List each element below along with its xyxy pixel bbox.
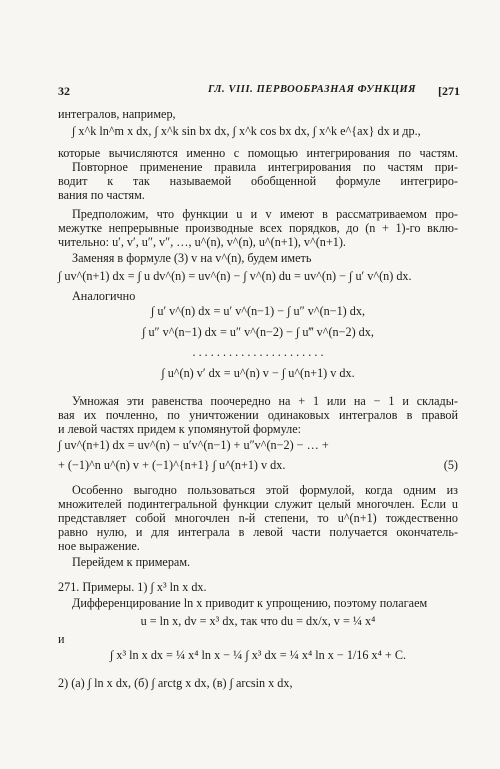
text-line: равно нулю, и для интеграла в левой части получается окончатель- <box>58 525 458 539</box>
text-line: . . . . . . . . . . . . . . . . . . . . . . <box>192 345 324 359</box>
text-line: ∫ u′ v^(n) dx = u′ v^(n−1) − ∫ u″ v^(n−1) dx, <box>150 304 366 318</box>
text-line: вая их почленно, по уничтожении одинаковых интегралов в правой <box>58 408 458 422</box>
text-line: интегралов, например, <box>58 107 176 121</box>
text-line: вания по частям. <box>58 188 145 202</box>
text-line: которые вычисляются именно с помощью интегрирования по частям. <box>58 146 458 160</box>
text-line: представляет собой многочлен n-й степени, то u^(n+1) тождественно <box>58 511 458 525</box>
text-line: 2) (а) ∫ ln x dx, (б) ∫ arctg x dx, (в) ∫ arcsin x dx, <box>58 676 293 690</box>
text-line: Умножая эти равенства поочередно на + 1 или на − 1 и склады- <box>72 394 458 408</box>
page-number: 32 <box>58 84 70 98</box>
text-line: межутке непрерывные производные всех порядков, до (n + 1)-го вклю- <box>58 221 458 235</box>
text-line: ∫ uv^(n+1) dx = ∫ u dv^(n) = uv^(n) − ∫ v^(n) du = uv^(n) − ∫ u′ v^(n) dx. <box>58 269 412 283</box>
text-line: ∫ uv^(n+1) dx = uv^(n) − u′v^(n−1) + u″v^(n−2) − … + <box>58 438 329 452</box>
text-line: ное выражение. <box>58 539 140 553</box>
text-line: водит к так называемой обобщенной формуле интегриро- <box>58 174 458 188</box>
text-line: Повторное применение правила интегрирования по частям при- <box>72 160 458 174</box>
equation-number: (5) <box>443 458 458 472</box>
text-line: Дифференцирование ln x приводит к упрощению, поэтому полагаем <box>72 596 428 610</box>
text-line: Перейдем к примерам. <box>72 555 191 569</box>
text-line: ∫ x³ ln x dx = ¼ x⁴ ln x − ¼ ∫ x³ dx = ¼ x⁴ ln x − 1/16 x⁴ + C. <box>109 648 407 662</box>
text-line: 271. Примеры. 1) ∫ x³ ln x dx. <box>58 580 207 594</box>
chapter-title: ГЛ. VIII. ПЕРВООБРАЗНАЯ ФУНКЦИЯ <box>208 84 417 95</box>
text-line: чительно: u′, v′, u″, v″, …, u^(n), v^(n), u^(n+1), v^(n+1). <box>58 235 346 249</box>
section-number: [271 <box>438 84 460 98</box>
running-header <box>58 84 460 100</box>
text-line: Особенно выгодно пользоваться этой формулой, когда одним из <box>72 483 458 497</box>
text-line: Аналогично <box>72 289 136 303</box>
text-line: ∫ u^(n) v′ dx = u^(n) v − ∫ u^(n+1) v dx. <box>161 366 355 380</box>
text-line: ∫ x^k ln^m x dx, ∫ x^k sin bx dx, ∫ x^k cos bx dx, ∫ x^k e^{ax} dx и др., <box>72 124 421 138</box>
text-line: и левой частях придем к упомянутой формуле: <box>58 422 302 436</box>
text-line: и <box>58 632 65 646</box>
text-line: u = ln x, dv = x³ dx, так что du = dx/x, v = ¼ x⁴ <box>140 614 376 628</box>
text-line: ∫ u″ v^(n−1) dx = u″ v^(n−2) − ∫ u‴ v^(n−2) dx, <box>142 325 374 339</box>
text-line: Предположим, что функции u и v имеют в рассматриваемом про- <box>72 207 458 221</box>
text-line: Заменяя в формуле (3) v на v^(n), будем иметь <box>72 251 312 265</box>
text-line: + (−1)^n u^(n) v + (−1)^{n+1} ∫ u^(n+1) v dx. (5) <box>58 458 458 472</box>
text-line: множителей подинтегральной функции служит целый многочлен. Если u <box>58 497 458 511</box>
